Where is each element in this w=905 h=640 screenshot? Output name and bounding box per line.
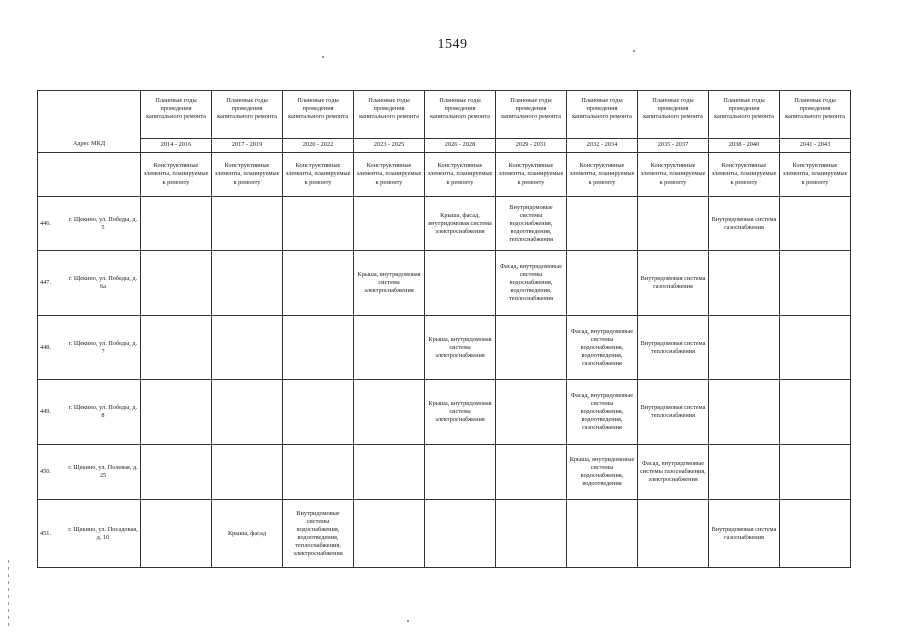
elements-subheader: Конструктивные элементы, планируемые к ремонту (354, 153, 425, 197)
period-years-header: 2032 - 2034 (567, 139, 638, 153)
repair-elements-cell (283, 251, 354, 316)
repair-elements-cell (567, 197, 638, 251)
building-address: г. Щекино, ул. Полевая, д. 25 (68, 464, 138, 480)
period-years-header: 2020 - 2022 (283, 139, 354, 153)
elements-subheader: Конструктивные элементы, планируемые к ремонту (780, 153, 851, 197)
period-years-header: 2029 - 2031 (496, 139, 567, 153)
period-years-header: 2038 - 2040 (709, 139, 780, 153)
row-number: 451. (40, 529, 52, 537)
repair-elements-cell: Фасад, внутридомовые системы водоснабжения, водоотведения, теплоснабжения (496, 251, 567, 316)
address-cell (38, 380, 141, 445)
table-row (38, 315, 851, 380)
address-cell (38, 315, 141, 380)
repair-elements-cell (283, 197, 354, 251)
page-number: 1549 (437, 37, 468, 52)
elements-subheader: Конструктивные элементы, планируемые к ремонту (496, 153, 567, 197)
repair-elements-cell: Крыша, внутридомовая система электроснабжения (425, 380, 496, 445)
repair-elements-cell (283, 445, 354, 500)
repair-elements-cell: Фасад, внутридомовые системы газоснабжения, электроснабжения (638, 445, 709, 500)
row-number: 448. (40, 343, 52, 351)
building-address: г. Щекино, ул. Победы, д. 6а (68, 275, 138, 291)
address-cell (38, 445, 141, 500)
repair-elements-cell (425, 251, 496, 316)
repair-elements-cell (780, 251, 851, 316)
repair-elements-cell (780, 445, 851, 500)
repair-elements-cell (212, 251, 283, 316)
table-header (38, 91, 851, 197)
repair-elements-cell (354, 445, 425, 500)
repair-elements-cell (638, 500, 709, 568)
period-title-header: Плановые годы проведения капитального ремонта (638, 91, 709, 139)
building-address: г. Щекино, ул. Победы, д. 5 (68, 215, 138, 231)
address-column-header: Адрес МКД (38, 91, 141, 153)
repair-elements-cell (212, 315, 283, 380)
repair-elements-cell: Внутридомовая система газоснабжения (709, 197, 780, 251)
period-years-header: 2035 - 2037 (638, 139, 709, 153)
period-title-header: Плановые годы проведения капитального ремонта (425, 91, 496, 139)
repair-elements-cell (354, 380, 425, 445)
repair-elements-cell (780, 500, 851, 568)
period-title-header: Плановые годы проведения капитального ремонта (354, 91, 425, 139)
repair-elements-cell: Фасад, внутридомовые системы водоснабжения, водоотведения, газоснабжения (567, 380, 638, 445)
repair-elements-cell (709, 445, 780, 500)
repair-elements-cell (141, 380, 212, 445)
row-number: 447. (40, 279, 52, 287)
repair-elements-cell: Внутридомовая система газоснабжения (709, 500, 780, 568)
repair-elements-cell (141, 445, 212, 500)
repair-elements-cell (141, 197, 212, 251)
repair-elements-cell: Внутридомовая система газоснабжения (638, 251, 709, 316)
repair-elements-cell (709, 380, 780, 445)
building-address: г. Щекино, ул. Посадовая, д. 10 (68, 525, 138, 541)
elements-subheader: Конструктивные элементы, планируемые к ремонту (283, 153, 354, 197)
repair-elements-cell (354, 197, 425, 251)
elements-subheader: Конструктивные элементы, планируемые к ремонту (709, 153, 780, 197)
repair-elements-cell (780, 380, 851, 445)
repair-elements-cell: Крыша, фасад (212, 500, 283, 568)
repair-elements-cell: Фасад, внутридомовые системы водоснабжения, водоотведения, газоснабжения (567, 315, 638, 380)
repair-elements-cell (425, 445, 496, 500)
period-years-header: 2014 - 2016 (141, 139, 212, 153)
repair-elements-cell (496, 315, 567, 380)
address-subheader-empty (38, 153, 141, 197)
repair-elements-cell (141, 315, 212, 380)
repair-elements-cell: Внутридомовая система теплоснабжения (638, 315, 709, 380)
elements-subheader: Конструктивные элементы, планируемые к ремонту (425, 153, 496, 197)
address-cell (38, 197, 141, 251)
repair-elements-cell (638, 197, 709, 251)
row-number: 450. (40, 468, 52, 476)
elements-subheader: Конструктивные элементы, планируемые к ремонту (638, 153, 709, 197)
repair-elements-cell: Внутридомовые системы водоснабжения, водоотведения, теплоснабжения, электроснабжения (283, 500, 354, 568)
table-row (38, 445, 851, 500)
capital-repair-plan-table (37, 90, 851, 568)
repair-elements-cell (709, 251, 780, 316)
repair-elements-cell (496, 445, 567, 500)
row-number: 446. (40, 219, 52, 227)
scan-speck (407, 620, 409, 622)
repair-elements-cell (425, 500, 496, 568)
repair-elements-cell (212, 380, 283, 445)
period-title-header: Плановые годы проведения капитального ремонта (780, 91, 851, 139)
period-title-header: Плановые годы проведения капитального ремонта (709, 91, 780, 139)
period-years-header: 2026 - 2028 (425, 139, 496, 153)
elements-subheader: Конструктивные элементы, планируемые к ремонту (212, 153, 283, 197)
repair-elements-cell (780, 197, 851, 251)
table-row (38, 500, 851, 568)
repair-elements-cell: Крыша, внутридомовая система электроснабжения (425, 315, 496, 380)
table-row (38, 380, 851, 445)
repair-elements-cell (567, 251, 638, 316)
address-cell (38, 500, 141, 568)
repair-elements-cell (780, 315, 851, 380)
repair-elements-cell (212, 197, 283, 251)
period-years-header: 2041 - 2043 (780, 139, 851, 153)
repair-elements-cell: Крыша, внутридомовая система электроснабжения (354, 251, 425, 316)
repair-elements-cell (496, 380, 567, 445)
repair-elements-cell (354, 500, 425, 568)
repair-elements-cell (212, 445, 283, 500)
scan-margin-mark (8, 560, 9, 630)
period-title-header: Плановые годы проведения капитального ремонта (496, 91, 567, 139)
address-cell (38, 251, 141, 316)
scan-speck (633, 50, 635, 52)
period-years-header: 2023 - 2025 (354, 139, 425, 153)
repair-elements-cell (141, 251, 212, 316)
repair-elements-cell (567, 500, 638, 568)
repair-elements-cell (496, 500, 567, 568)
repair-elements-cell: Внутридомовая система теплоснабжения (638, 380, 709, 445)
repair-elements-cell (283, 380, 354, 445)
period-title-header: Плановые годы проведения капитального ремонта (567, 91, 638, 139)
building-address: г. Щекино, ул. Победы, д. 7 (68, 339, 138, 355)
period-title-header: Плановые годы проведения капитального ремонта (283, 91, 354, 139)
scan-speck (322, 56, 324, 58)
repair-elements-cell (354, 315, 425, 380)
period-years-header: 2017 - 2019 (212, 139, 283, 153)
elements-subheader: Конструктивные элементы, планируемые к ремонту (141, 153, 212, 197)
repair-elements-cell: Внутридомовые системы водоснабжения, водоотведения, теплоснабжения (496, 197, 567, 251)
repair-elements-cell: Крыша, фасад, внутридомовая система электроснабжения (425, 197, 496, 251)
period-title-header: Плановые годы проведения капитального ремонта (141, 91, 212, 139)
repair-elements-cell (141, 500, 212, 568)
table-body (38, 197, 851, 568)
row-number: 449. (40, 408, 52, 416)
repair-elements-cell: Крыша, внутридомовые системы водоснабжения, водоотведения (567, 445, 638, 500)
repair-elements-cell (709, 315, 780, 380)
table-row (38, 251, 851, 316)
period-title-header: Плановые годы проведения капитального ремонта (212, 91, 283, 139)
table-row (38, 197, 851, 251)
repair-elements-cell (283, 315, 354, 380)
building-address: г. Щекино, ул. Победы, д. 8 (68, 404, 138, 420)
elements-subheader: Конструктивные элементы, планируемые к ремонту (567, 153, 638, 197)
